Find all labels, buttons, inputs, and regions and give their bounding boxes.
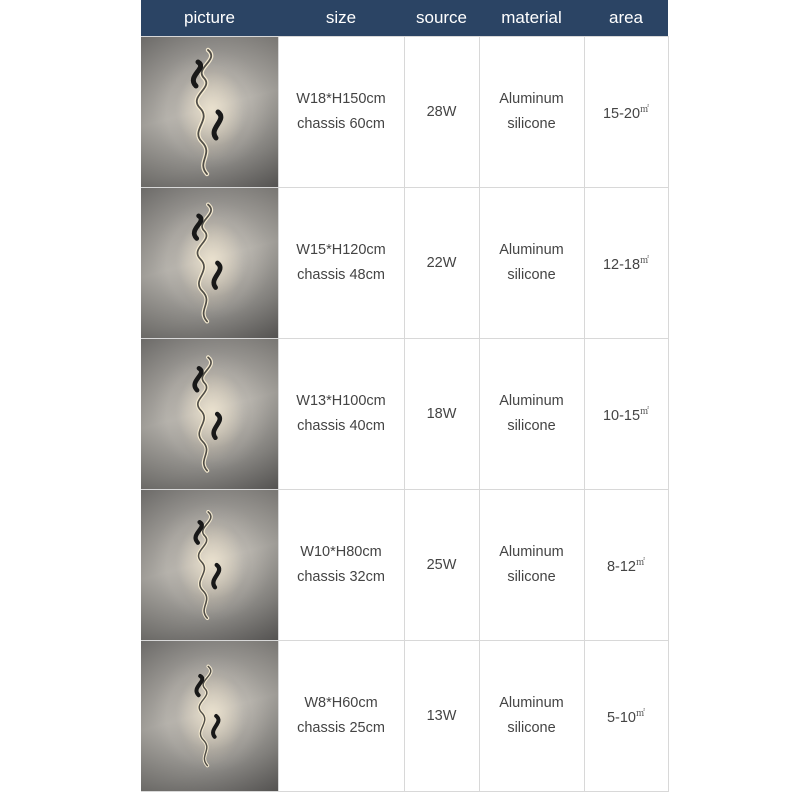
area-unit: ㎡ [636,557,646,568]
wavy-lamp-icon [179,507,239,623]
size-cell [278,188,404,339]
material-cell [479,37,584,188]
area-unit: ㎡ [640,255,650,266]
wall-lamp-photo [141,490,278,640]
product-spec-table [141,0,669,792]
table-row [141,188,668,339]
wavy-lamp-icon [174,46,244,178]
product-image-cell [141,339,278,490]
area-value: 8-12 [606,558,636,575]
product-image-cell [141,188,278,339]
size-line-2: chassis 25cm [297,720,385,736]
material-cell [479,641,584,792]
size-line-2: chassis 32cm [297,569,385,585]
material-line-2: silicone [507,116,556,132]
column-header-material: material [479,0,584,37]
column-header-source: source [404,0,479,37]
material-line-2: silicone [507,267,556,283]
material-line-1: Aluminum [499,241,564,258]
area-cell [584,339,668,490]
source-cell: 18W [404,339,479,490]
source-cell: 22W [404,188,479,339]
material-line-2: silicone [507,418,556,434]
table-row [141,490,668,641]
table-header-row [141,0,668,37]
material-cell [479,490,584,641]
size-cell [278,490,404,641]
table-row [141,339,668,490]
size-line-1: W10*H80cm [300,543,382,560]
source-cell: 13W [404,641,479,792]
wavy-lamp-icon [181,660,237,772]
product-image-cell [141,490,278,641]
wall-lamp-photo [141,188,278,338]
material-line-1: Aluminum [499,543,564,560]
column-header-area: area [584,0,668,37]
wavy-lamp-icon [177,353,241,475]
area-cell [584,37,668,188]
product-image-cell [141,37,278,188]
size-line-2: chassis 48cm [297,267,385,283]
size-cell [278,37,404,188]
material-line-1: Aluminum [499,694,564,711]
column-header-size: size [278,0,404,37]
area-unit: ㎡ [636,708,646,719]
size-line-2: chassis 60cm [297,116,385,132]
area-cell [584,188,668,339]
source-cell: 28W [404,37,479,188]
product-image-cell [141,641,278,792]
table-row [141,37,668,188]
size-line-1: W8*H60cm [304,694,378,711]
size-cell [278,641,404,792]
wall-lamp-photo [141,339,278,489]
material-cell [479,339,584,490]
size-cell [278,339,404,490]
area-value: 12-18 [602,256,641,273]
table-row [141,641,668,792]
size-line-1: W18*H150cm [296,90,386,107]
size-line-1: W13*H100cm [296,392,386,409]
material-line-1: Aluminum [499,392,564,409]
area-cell [584,490,668,641]
area-cell [584,641,668,792]
area-unit: ㎡ [640,104,650,115]
size-line-1: W15*H120cm [296,241,386,258]
source-cell: 25W [404,490,479,641]
area-value: 5-10 [606,709,636,726]
material-cell [479,188,584,339]
wall-lamp-photo [141,641,278,791]
material-line-2: silicone [507,569,556,585]
wavy-lamp-icon [176,200,242,326]
material-line-1: Aluminum [499,90,564,107]
column-header-picture: picture [141,0,278,37]
material-line-2: silicone [507,720,556,736]
area-value: 15-20 [602,105,641,122]
size-line-2: chassis 40cm [297,418,385,434]
area-value: 10-15 [602,407,641,424]
area-unit: ㎡ [640,406,650,417]
wall-lamp-photo [141,37,278,187]
